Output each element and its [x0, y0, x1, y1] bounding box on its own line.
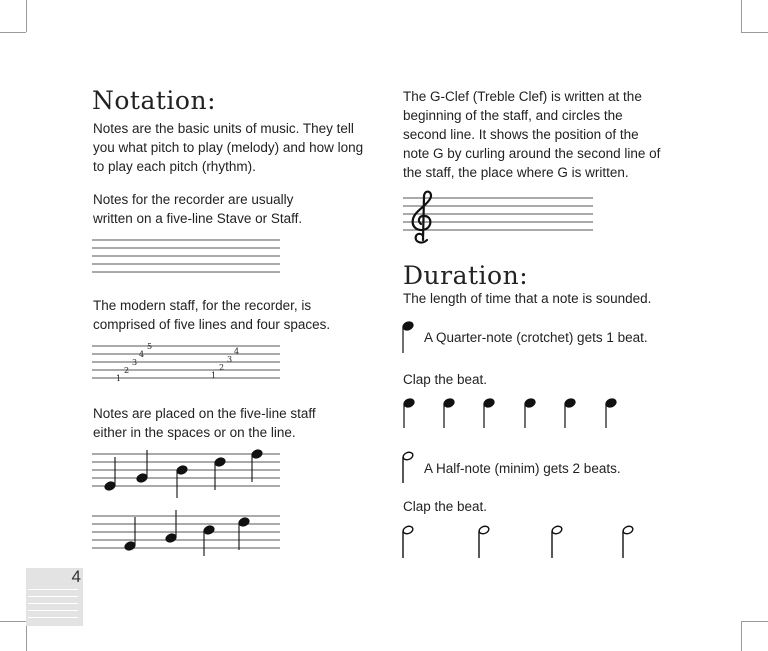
line-number: 3	[132, 358, 138, 367]
space-number: 4	[234, 347, 240, 356]
treble-clef-icon	[413, 192, 431, 243]
crop-mark	[0, 32, 26, 33]
quarter-note	[524, 398, 536, 428]
text-line: second line. It shows the position of the	[403, 127, 639, 142]
decor-line	[28, 596, 78, 597]
decor-line	[28, 603, 78, 604]
text-line: written on a five-line Stave or Staff.	[93, 211, 303, 226]
half-note-example	[400, 450, 416, 484]
crop-mark	[741, 0, 742, 32]
notes-in-spaces-staff	[92, 510, 280, 556]
treble-clef-staff	[403, 190, 593, 246]
quarter-notes-row	[400, 396, 620, 430]
text-line: beginning of the staff, and circles the	[403, 108, 623, 123]
decor-line	[28, 617, 78, 618]
crop-mark	[741, 32, 768, 33]
page-number-box	[26, 568, 83, 626]
crop-mark	[741, 621, 742, 651]
text-line: you what pitch to play (melody) and how long	[93, 140, 364, 155]
half-notes-row	[400, 524, 636, 560]
clap-beat-half: Clap the beat.	[403, 499, 488, 514]
line-number: 5	[147, 342, 153, 351]
quarter-note	[443, 398, 455, 428]
quarter-note	[176, 465, 188, 498]
line-number: 2	[124, 366, 130, 375]
quarter-note-label: A Quarter-note (crotchet) gets 1 beat.	[424, 330, 648, 345]
text-line: either in the spaces or on the line.	[93, 425, 296, 440]
crop-mark	[741, 621, 768, 622]
duration-heading: Duration:	[403, 261, 529, 290]
line-number: 4	[139, 350, 145, 359]
text-line: The G-Clef (Treble Clef) is written at the	[403, 89, 642, 104]
duration-intro: The length of time that a note is sounded.	[403, 291, 652, 306]
text-line: the staff, the place where G is written.	[403, 165, 629, 180]
text-line: Notes are the basic units of music. They tell	[93, 121, 354, 136]
notes-on-lines-staff	[92, 448, 280, 500]
quarter-note	[483, 398, 495, 428]
page-number: 4	[71, 567, 81, 586]
text-line: The modern staff, for the recorder, is	[93, 298, 312, 313]
half-note	[622, 525, 634, 558]
text-line: comprised of five lines and four spaces.	[93, 317, 331, 332]
quarter-note	[124, 517, 136, 551]
gclef-description	[403, 87, 660, 182]
quarter-note-example	[400, 320, 416, 354]
decor-line	[28, 589, 78, 590]
notation-intro	[93, 119, 363, 176]
half-note-label: A Half-note (minim) gets 2 beats.	[424, 461, 621, 476]
quarter-note	[238, 517, 250, 550]
crop-mark	[0, 621, 26, 622]
text-line: Notes are placed on the five-line staff	[93, 406, 316, 421]
half-note	[478, 525, 490, 558]
text-line: note G by curling around the second line of	[403, 146, 661, 161]
quarter-note	[214, 457, 226, 490]
half-note	[402, 525, 414, 558]
quarter-note	[251, 449, 263, 482]
line-number: 1	[116, 374, 122, 383]
quarter-note	[165, 510, 177, 543]
numbered-staff	[92, 338, 280, 386]
modern-staff-description	[93, 296, 330, 334]
quarter-note	[605, 398, 617, 428]
quarter-note	[564, 398, 576, 428]
staff-description	[93, 190, 302, 228]
space-number: 3	[227, 355, 233, 364]
placement-description	[93, 404, 316, 442]
space-number: 2	[219, 363, 225, 372]
text-line: to play each pitch (rhythm).	[93, 159, 256, 174]
notation-heading: Notation:	[92, 86, 216, 115]
crop-mark	[26, 0, 27, 32]
decor-line	[28, 610, 78, 611]
quarter-note	[403, 398, 415, 428]
clap-beat-quarter: Clap the beat.	[403, 372, 488, 387]
plain-staff	[92, 238, 280, 278]
quarter-note	[136, 450, 148, 483]
half-note	[551, 525, 563, 558]
text-line: Notes for the recorder are usually	[93, 192, 294, 207]
space-number: 1	[211, 371, 217, 380]
